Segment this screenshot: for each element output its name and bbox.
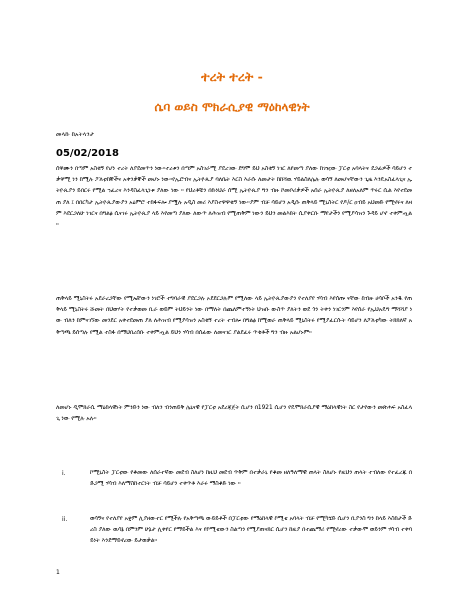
paragraph-3: ለመሆኑ ዲሞክራሲ ማዕከላዊነት ምንድን ነው ብለን ብንጠይቅ ሌኒናዊ የፓርቲ አደረጃጀት ሲሆን በ1921 ሲሆን የዴሞክራሲያዊ ማዕከላዊነት ስር የታየውን መጽሐፍ አስፈላጊ ነው የሚሉ አሉ፡፡: [56, 405, 412, 423]
document-title: ተረት ተረት -: [201, 69, 263, 84]
list-item-marker: i.: [62, 470, 66, 477]
author-line: መላኩ ከአትላንታ: [56, 131, 95, 138]
list-item-marker: ii.: [62, 516, 68, 523]
list-item-text: ኮሚኒስት ፓርቲው የቆመው ለሰራተኛው መደብ ስለሆነ ከዚህ መደብ ጥቅም በተቃራኒ የቆመ ዘለዓለማዊ ጠላት ስለሆኑ የዚህን ጠላት ተብለው የተፈረጁ በድጋሚ ሃሳብ እለማስከተርነት ብቻ ሳይሆን ተቀጥቶ እራሩ ማስቆድ ነው ፡፡: [90, 470, 412, 488]
document-subtitle: ሴባ ወይስ ሞክራሲያዊ ማዕከላዊነት: [154, 100, 310, 114]
page-number: 1: [56, 569, 60, 576]
document-date: 05/02/2018: [56, 148, 119, 159]
paragraph-2: ጠቅላይ ሚኒስትሩ አደራረጋቸው የሚኤቸውን ነገሮች ተግባራዊ ያደርጋሉ ኦደደርጋሉም የሚለው ላይ ኢትዮጲያውያን የተለያየ ሃሳብ እየሰጡ ናቸው ከብዙ ሀሳቦች አንዱ የጠቅላይ ሚኒስትሩ ሹመት በህወሃት የተቃወመ ቢራ ወይም ትህይንት ነው በማለት በጨለምተኝነት ህዝቡ ውስጥ ያለትን ወደ ጎን ትቀን ነገርንም እየሰራ የኢህአዴግ ማሻሻያ ነው ብለን ከምናገኘው መንደር አቀተደመጠ ያለ ለሕዝብ የሚያሳዝን አስቂኝ ተረት ተብሎ በግልፅ ከሚወራ ጠቅላይ ሚኒስትሩ የሚያፈርሱት ሳይሆን ለፖለቲካው ትክክለኛ አቅጣጫ ይሰጣሉ የሚል ተስፋ በማህበረሰቡ ተቀምጧል ይህን ሃሳብ በሰፊው ለመናገር ያልደፈሩ ጥቂቶች ግን ብዙ አልሆኑም፡፡: [56, 296, 412, 336]
list-item-text: ወሳኝና የተለያየ አቋም ሊያዘውተር የሚችሉ የአቅጣጫ ውይይቶች በፓርቲው የማዕከላዊ ኮሚቴ አባላት ብቻ የሚካሄድ ሲሆን ቢያንስ ግን ከላይ እስከታች ድረስ ያለው ዉሳኔ በምንም ሁኔታ ሊቀየር የማይችል እና የኮሚቴውን ስልጣን የሚያጠናክር ሲሆን ከዚያ በተጨማሪ የሚኖረው ተቃውሞ ወይንም ሃሳብ ተቀባይነት እንደማይኖረው ይታወቃል፡፡: [90, 516, 412, 545]
paragraph-1: ሰዋሙን በጣም አስቂኝ የሆነ ተረት ለያደመጥን ነው፡፡ተረቱን በጣም አስገራሚ ያደረገው ደግሞ ይህ አስቂኝ ነገር ለየመጣ ያለው ከገዢው ፓርቲ አባላትና ደጋፊዎች ሳይሆን ተቃዋሚ ነን ከሚሉ ፖለቲከኞችና አቀንቃኞች መሆኑ ነው፡፡የኢሮብና ኢትዮጲያ ባለቤት እርስ እራሱ ለመታት ከከሻዉ ሃይልስለሌሉ ወሳኝ ለመሆናቸውን ጊዜ እንዴአስፈላጊና ኢትዮጲያን ይበርሩ የሚል ኀፈረና እንዳስፈላጊነቱ ያለው ነው ፡፡ የህረቶቹን በኩነህራ ሰሚ ኢትዮጲያ ግን ብዙ ኮመቦሪቃዎች አሰራ ኢትዮጲያ ለዘለአለም ጥሩር ሲል እየተደመጠ ያለ ፤ በበርካታ ኢትዮጲያውያን አዕምሮ ተከፋፍሎ ያሟሉ አዲስ መሪ እያስተዋዋቁኝ ነው፡፡ያም ብቻ ሳይሆን አዲሱ ጠቅላይ ሚኒስትር የዶ/ር ዐብይ አህመድ የሚኖሩና ለዛም እደርጋለሁ ነገርና በግልፅ ሲናገሩ ኢትዮጲያ ላይ እየመጣ ያለው ለውጥ ለሕዝብ የሚጠቅም ነውን ይህን መልእክት ሲያቀርቡ ማየታችን የሚያሳዝን ጉዳይ ሆኖ ተቀምጧል፡፡: [56, 166, 412, 229]
